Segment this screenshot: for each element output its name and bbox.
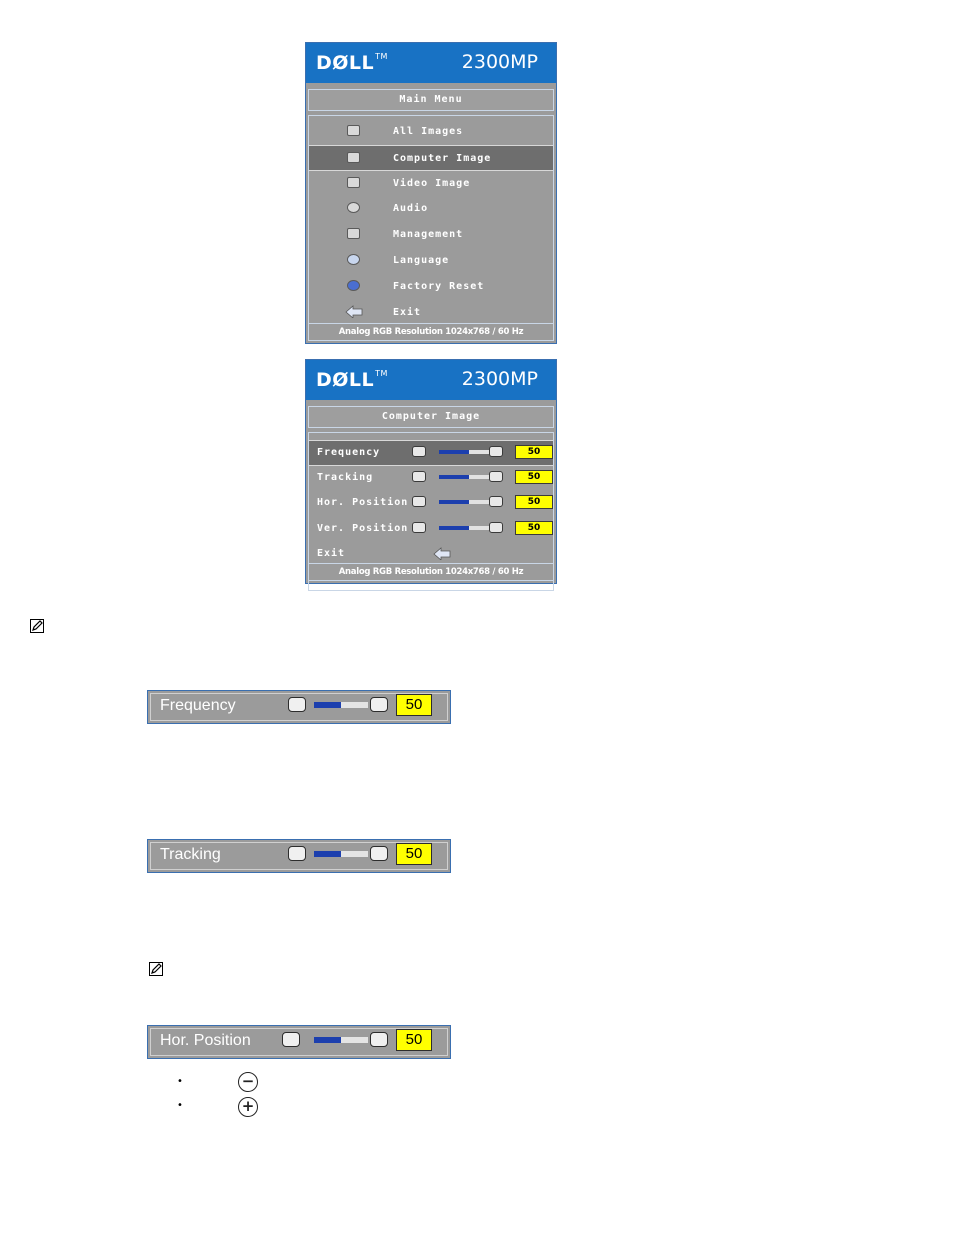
tracking-increase-icon[interactable] — [489, 471, 503, 482]
speaker-icon — [347, 202, 360, 213]
hor-position-left-icon — [282, 1032, 300, 1047]
bullet: • — [177, 1076, 183, 1087]
osd-header — [306, 43, 556, 83]
frequency-increase-icon[interactable] — [489, 446, 503, 457]
frequency-increase-icon — [370, 697, 388, 712]
hor-position-right-icon — [370, 1032, 388, 1047]
hor-position-right-icon[interactable] — [489, 496, 503, 507]
frequency-decrease-icon — [288, 697, 306, 712]
osd-header — [306, 360, 556, 400]
note-pencil-icon — [149, 962, 163, 976]
model-name: 2300MP — [461, 51, 538, 73]
frequency-value: 50 — [396, 694, 432, 716]
computer-image-osd — [305, 359, 557, 584]
tracking-decrease-icon[interactable] — [412, 471, 426, 482]
exit-arrow-icon — [345, 305, 363, 318]
frequency-row[interactable]: Frequency 50 — [309, 440, 553, 466]
tracking-increase-icon — [370, 846, 388, 861]
management-icon — [347, 228, 360, 239]
tracking-slider — [314, 851, 368, 857]
resolution-footer: Analog RGB Resolution 1024x768 / 60 Hz — [308, 323, 554, 341]
tracking-row[interactable]: Tracking 50 — [309, 466, 553, 492]
exit-row[interactable]: Exit — [309, 542, 553, 568]
frequency-value: 50 — [515, 445, 553, 459]
tracking-sample-bar: Tracking 50 — [147, 839, 451, 873]
hor-position-value: 50 — [396, 1029, 432, 1051]
menu-item-management[interactable]: Management — [309, 222, 553, 248]
menu-item-video-image[interactable]: Video Image — [309, 171, 553, 197]
hor-position-left-icon[interactable] — [412, 496, 426, 507]
ver-position-down-icon[interactable] — [489, 522, 503, 533]
model-name: 2300MP — [461, 368, 538, 390]
menu-item-factory-reset[interactable]: Factory Reset — [309, 274, 553, 300]
resolution-footer: Analog RGB Resolution 1024x768 / 60 Hz — [308, 563, 554, 581]
minus-circle-icon: − — [238, 1072, 258, 1092]
dell-logo: DØLL™ — [316, 369, 388, 391]
plus-circle-icon: + — [238, 1097, 258, 1117]
video-icon — [347, 177, 360, 188]
menu-item-computer-image[interactable]: Computer Image — [309, 145, 553, 171]
monitor-icon — [347, 125, 360, 136]
tracking-decrease-icon — [288, 846, 306, 861]
frequency-slider — [314, 702, 368, 708]
ver-position-up-icon[interactable] — [412, 522, 426, 533]
frequency-sample-bar: Frequency 50 — [147, 690, 451, 724]
ver-position-row[interactable]: Ver. Position 50 — [309, 517, 553, 543]
hor-position-slider — [314, 1037, 368, 1043]
menu-title: Computer Image — [308, 406, 554, 428]
menu-item-audio[interactable]: Audio — [309, 196, 553, 222]
tracking-value: 50 — [515, 470, 553, 484]
menu-title: Main Menu — [308, 89, 554, 111]
menu-list — [308, 115, 554, 330]
globe-icon — [347, 254, 360, 265]
bullet: • — [177, 1100, 183, 1111]
main-menu-osd — [305, 42, 557, 344]
ver-position-value: 50 — [515, 521, 553, 535]
menu-item-exit[interactable]: Exit — [309, 300, 553, 326]
menu-item-all-images[interactable]: All Images — [309, 119, 553, 145]
hor-position-sample-bar: Hor. Position 50 — [147, 1025, 451, 1059]
dell-logo: DØLL™ — [316, 52, 388, 74]
tracking-value: 50 — [396, 843, 432, 865]
menu-item-language[interactable]: Language — [309, 248, 553, 274]
hor-position-value: 50 — [515, 495, 553, 509]
frequency-decrease-icon[interactable] — [412, 446, 426, 457]
note-pencil-icon — [30, 619, 44, 633]
hor-position-row[interactable]: Hor. Position 50 — [309, 491, 553, 517]
computer-icon — [347, 152, 360, 163]
reset-icon — [347, 280, 360, 291]
exit-arrow-icon — [433, 547, 451, 560]
